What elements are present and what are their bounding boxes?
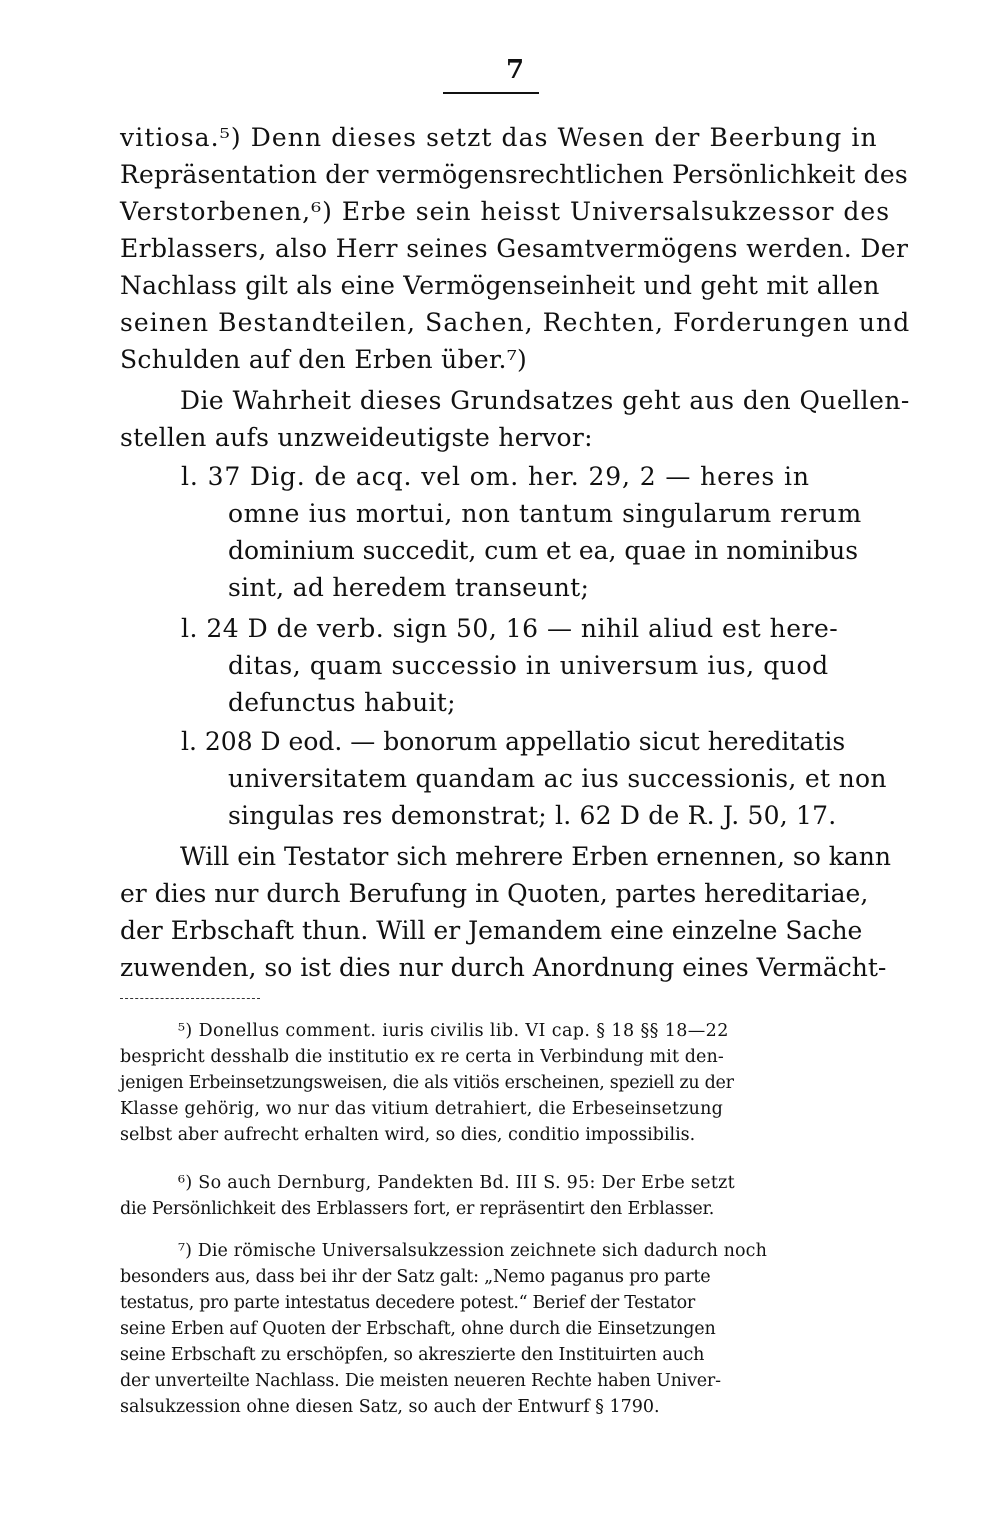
main-line-10: l. 37 Dig. de acq. vel om. her. 29, 2 — heres in [181, 462, 810, 491]
footnote-line-14: salsukzession ohne diesen Satz, so auch der Entwurf § 1790. [120, 1397, 660, 1417]
main-line-14: l. 24 D de verb. sign 50, 16 — nihil aliud est here- [181, 614, 839, 643]
main-line-15: ditas, quam successio in universum ius, quod [228, 651, 829, 680]
footnote-line-13: der unverteilte Nachlass. Die meisten neueren Rechte haben Univer- [120, 1371, 721, 1391]
footnote-line-3: jenigen Erbeinsetzungsweisen, die als vitiös erscheinen, speziell zu der [120, 1073, 734, 1093]
main-line-7: Schulden auf den Erben über.⁷) [120, 345, 528, 374]
main-line-4: Erblassers, also Herr seines Gesamtvermögens werden. Der [120, 234, 909, 263]
footnote-line-4: Klasse gehörig, wo nur das vitium detrahiert, die Erbeseinsetzung [120, 1099, 724, 1119]
footnote-line-7: die Persönlichkeit des Erblassers fort, er repräsentirt den Erblasser. [120, 1199, 715, 1219]
main-line-6: seinen Bestandteilen, Sachen, Rechten, Forderungen und [120, 308, 911, 337]
main-line-8: Die Wahrheit dieses Grundsatzes geht aus den Quellen- [180, 386, 910, 415]
footnote-line-2: bespricht desshalb die institutio ex re certa in Verbindung mit den- [120, 1047, 724, 1067]
footnote-line-11: seine Erben auf Quoten der Erbschaft, ohne durch die Einsetzungen [120, 1319, 716, 1339]
footnote-line-10: testatus, pro parte intestatus decedere potest.“ Berief der Testator [120, 1293, 695, 1313]
main-line-16: defunctus habuit; [228, 688, 456, 717]
main-line-5: Nachlass gilt als eine Vermögenseinheit und geht mit allen [120, 271, 880, 300]
footnote-separator [120, 998, 260, 999]
main-line-9: stellen aufs unzweideutigste hervor: [120, 423, 593, 452]
main-line-1: vitiosa.⁵) Denn dieses setzt das Wesen der Beerbung in [120, 123, 878, 152]
main-line-17: l. 208 D eod. — bonorum appellatio sicut hereditatis [181, 727, 846, 756]
main-line-22: der Erbschaft thun. Will er Jemandem eine einzelne Sache [120, 916, 863, 945]
main-line-13: sint, ad heredem transeunt; [228, 573, 590, 602]
main-line-19: singulas res demonstrat; l. 62 D de R. J. 50, 17. [228, 801, 837, 830]
footnote-line-6: ⁶) So auch Dernburg, Pandekten Bd. III S. 95: Der Erbe setzt [178, 1173, 736, 1193]
footnote-line-9: besonders aus, dass bei ihr der Satz galt: „Nemo paganus pro parte [120, 1267, 711, 1287]
main-line-12: dominium succedit, cum et ea, quae in nominibus [228, 536, 859, 565]
main-line-20: Will ein Testator sich mehrere Erben ernennen, so kann [180, 842, 892, 871]
main-line-2: Repräsentation der vermögensrechtlichen Persönlichkeit des [120, 160, 908, 189]
footnote-line-5: selbst aber aufrecht erhalten wird, so dies, conditio impossibilis. [120, 1125, 696, 1145]
main-line-21: er dies nur durch Berufung in Quoten, partes hereditariae, [120, 879, 869, 908]
page-number-rule [443, 92, 539, 94]
footnote-line-8: ⁷) Die römische Universalsukzession zeichnete sich dadurch noch [178, 1241, 767, 1261]
main-line-11: omne ius mortui, non tantum singularum rerum [228, 499, 862, 528]
main-line-3: Verstorbenen,⁶) Erbe sein heisst Universalsukzessor des [120, 197, 891, 226]
main-line-18: universitatem quandam ac ius successionis, et non [228, 764, 887, 793]
footnote-line-12: seine Erbschaft zu erschöpfen, so akreszierte den Instituirten auch [120, 1345, 705, 1365]
footnote-line-1: ⁵) Donellus comment. iuris civilis lib. VI cap. § 18 §§ 18—22 [178, 1021, 729, 1041]
page-number: 7 [505, 55, 525, 85]
main-line-23: zuwenden, so ist dies nur durch Anordnung eines Vermächt- [120, 953, 887, 982]
